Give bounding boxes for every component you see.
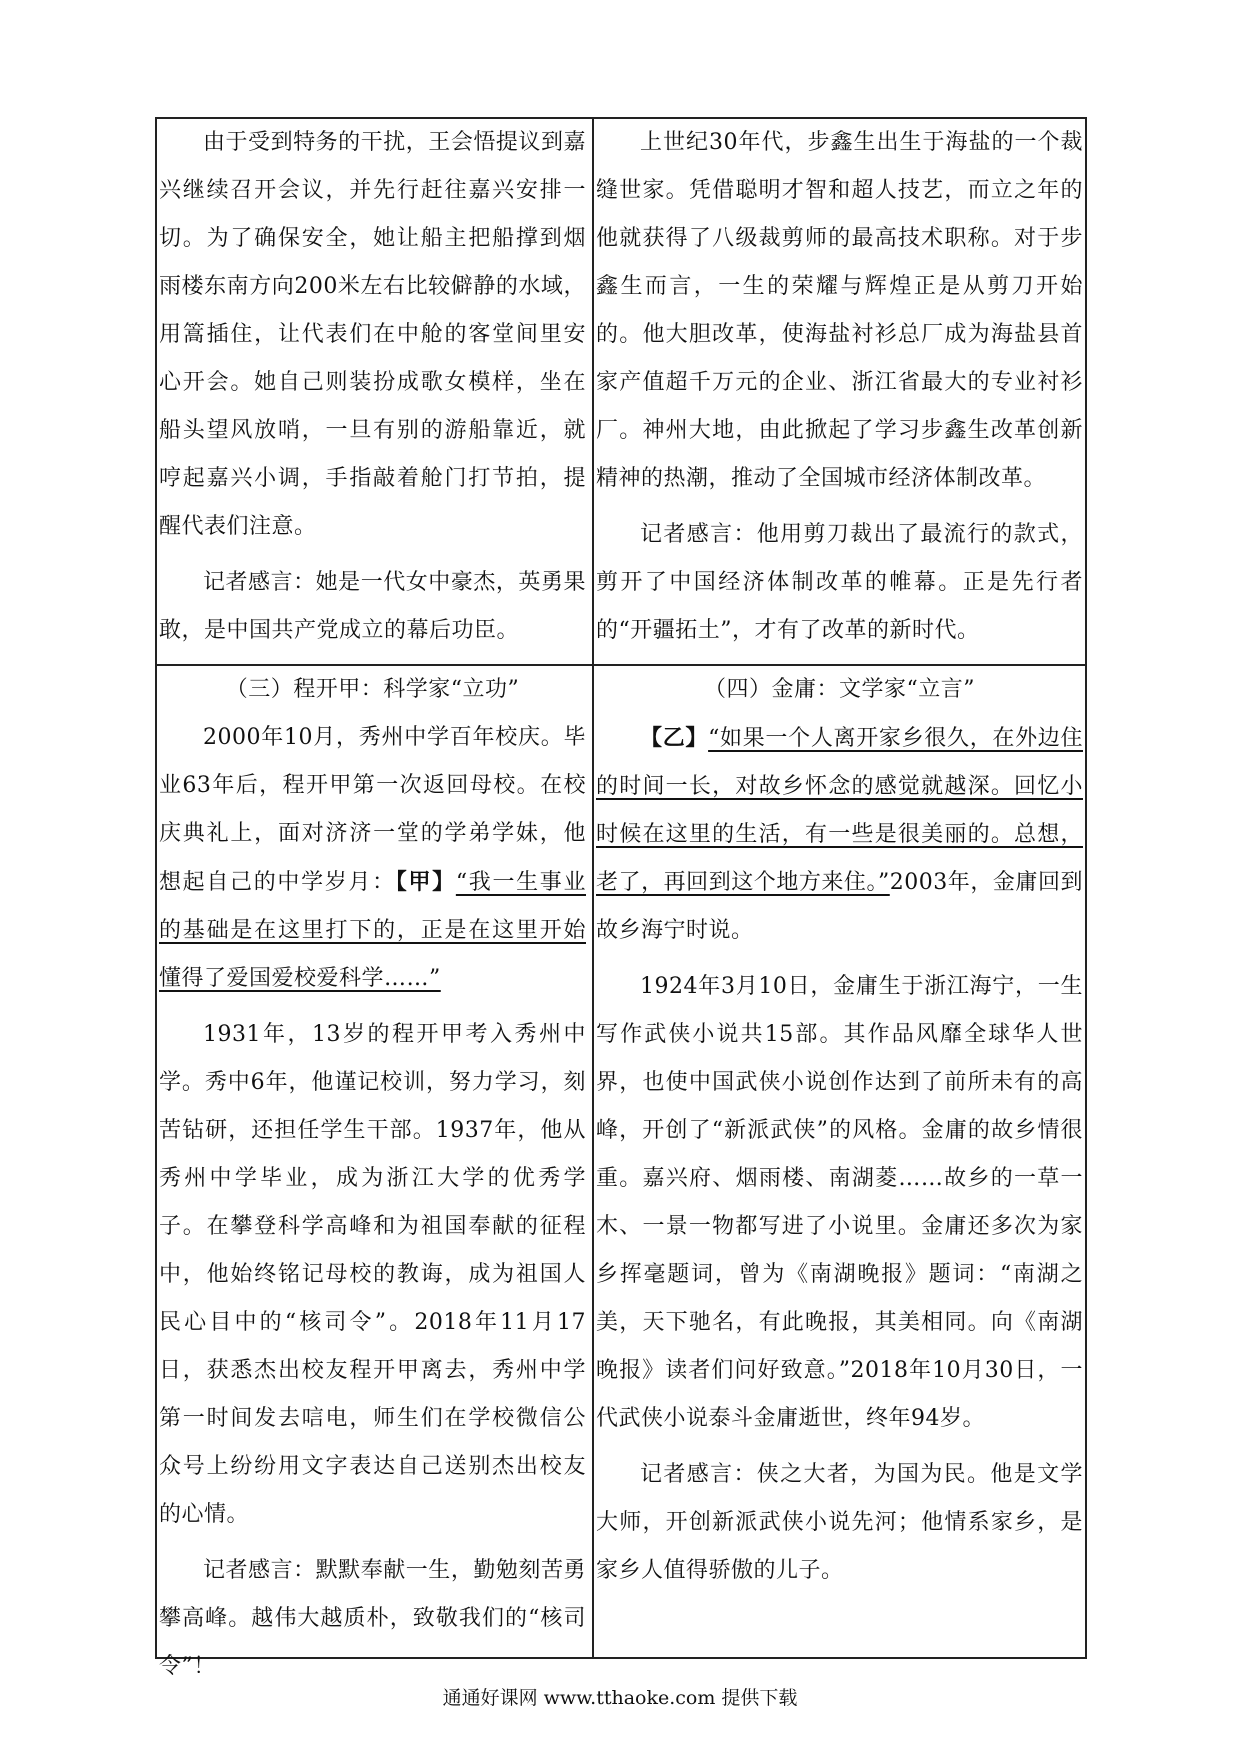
quote-jia: “我一生事业的基础是在这里打下的，正是在这里开始懂得了爱国爱校爱科学……” bbox=[159, 870, 586, 991]
paragraph: 上世纪30年代，步鑫生出生于海盐的一个裁缝世家。凭借聪明才智和超人技艺，而立之年的他就获得了八级裁剪师的最高技术职称。对于步鑫生而言，一生的荣耀与辉煌正是从剪刀开始的。他大胆改革，使海盐衬衫总厂成为海盐县首家产值超千万元的企业、浙江省最大的专业衬衫厂。神州大地，由此掀起了学习步鑫生改革创新精神的热潮，推动了全国城市经济体制改革。 bbox=[596, 130, 1083, 491]
marker-jia: 【甲】 bbox=[395, 869, 456, 895]
section-heading: （三）程开甲：科学家“立功” bbox=[225, 677, 520, 702]
paragraph: 1924年3月10日，金庸生于浙江海宁，一生写作武侠小说共15部。其作品风靡全球华人世界，也使中国武侠小说创作达到了前所未有的高峰，开创了“新派武侠”的风格。金庸的故乡情很重。嘉兴府、烟雨楼、南湖菱……故乡的一草一木、一景一物都写进了小说里。金庸还多次为家乡挥毫题词，曾为《南湖晚报》题词：“南湖之美，天下驰名，有此晚报，其美相同。向《南湖晚报》读者们问好致意。”2018年10月30日，一代武侠小说泰斗金庸逝世，终年94岁。 bbox=[596, 974, 1083, 1431]
reporter-comment: 记者感言：默默奉献一生，勤勉刻苦勇攀高峰。越伟大越质朴，致敬我们的“核司令”！ bbox=[159, 1558, 586, 1679]
paragraph: 由于受到特务的干扰，王会悟提议到嘉兴继续召开会议，并先行赶往嘉兴安排一切。为了确保安全，她让船主把船撑到烟雨楼东南方向200米左右比较僻静的水域，用篙插住，让代表们在中舱的客堂间里安心开会。她自己则装扮成歌女模样，坐在船头望风放哨，一旦有别的游船靠近，就哼起嘉兴小调，手指敲着舱门打节拍，提醒代表们注意。 bbox=[159, 130, 586, 539]
paragraph: 1931年，13岁的程开甲考入秀州中学。秀中6年，他谨记校训，努力学习，刻苦钻研，还担任学生干部。1937年，他从秀州中学毕业，成为浙江大学的优秀学子。在攀登科学高峰和为祖国奉献的征程中，他始终铭记母校的教诲，成为祖国人民心目中的“核司令”。2018年11月17日，获悉杰出校友程开甲离去，秀州中学第一时间发去唁电，师生们在学校微信公众号上纷纷用文字表达自己送别杰出校友的心情。 bbox=[159, 1022, 586, 1527]
marker-yi: 【乙】 bbox=[640, 725, 709, 751]
content-table bbox=[155, 117, 1087, 1679]
reporter-comment: 记者感言：侠之大者，为国为民。他是文学大师，开创新派武侠小说先河；他情系家乡，是家乡人值得骄傲的儿子。 bbox=[596, 1462, 1083, 1583]
paragraph-text: 2000年10月，秀州中学百年校庆。毕业63年后，程开甲第一次返回母校。在校庆典礼上，面对济济一堂的学弟学妹，他想起自己的中学岁月： bbox=[159, 725, 586, 895]
reporter-comment: 记者感言：她是一代女中豪杰，英勇果敢，是中国共产党成立的幕后功臣。 bbox=[159, 570, 586, 643]
paragraph-text: 2003年，金庸回到故乡海宁时说。 bbox=[596, 870, 1083, 943]
paragraph bbox=[596, 714, 1083, 955]
paragraph bbox=[159, 714, 586, 1003]
quote-yi: “如果一个人离开家乡很久，在外边住的时间一长，对故乡怀念的感觉就越深。回忆小时候在这里的生活，有一些是很美丽的。总想，老了，再回到这个地方来住。” bbox=[596, 726, 1083, 895]
section-heading: （四）金庸：文学家“立言” bbox=[704, 677, 975, 702]
reporter-comment: 记者感言：他用剪刀裁出了最流行的款式，剪开了中国经济体制改革的帷幕。正是先行者的“开疆拓土”，才有了改革的新时代。 bbox=[596, 522, 1083, 643]
cell-bu-xinsheng bbox=[594, 119, 1087, 655]
footer-source: 通通好课网 www.tthaoke.com 提供下载 bbox=[442, 1687, 798, 1709]
cell-cheng-kaijia bbox=[157, 666, 590, 1691]
cell-wang-huiwu bbox=[157, 119, 590, 655]
cell-jin-yong bbox=[594, 666, 1087, 1595]
